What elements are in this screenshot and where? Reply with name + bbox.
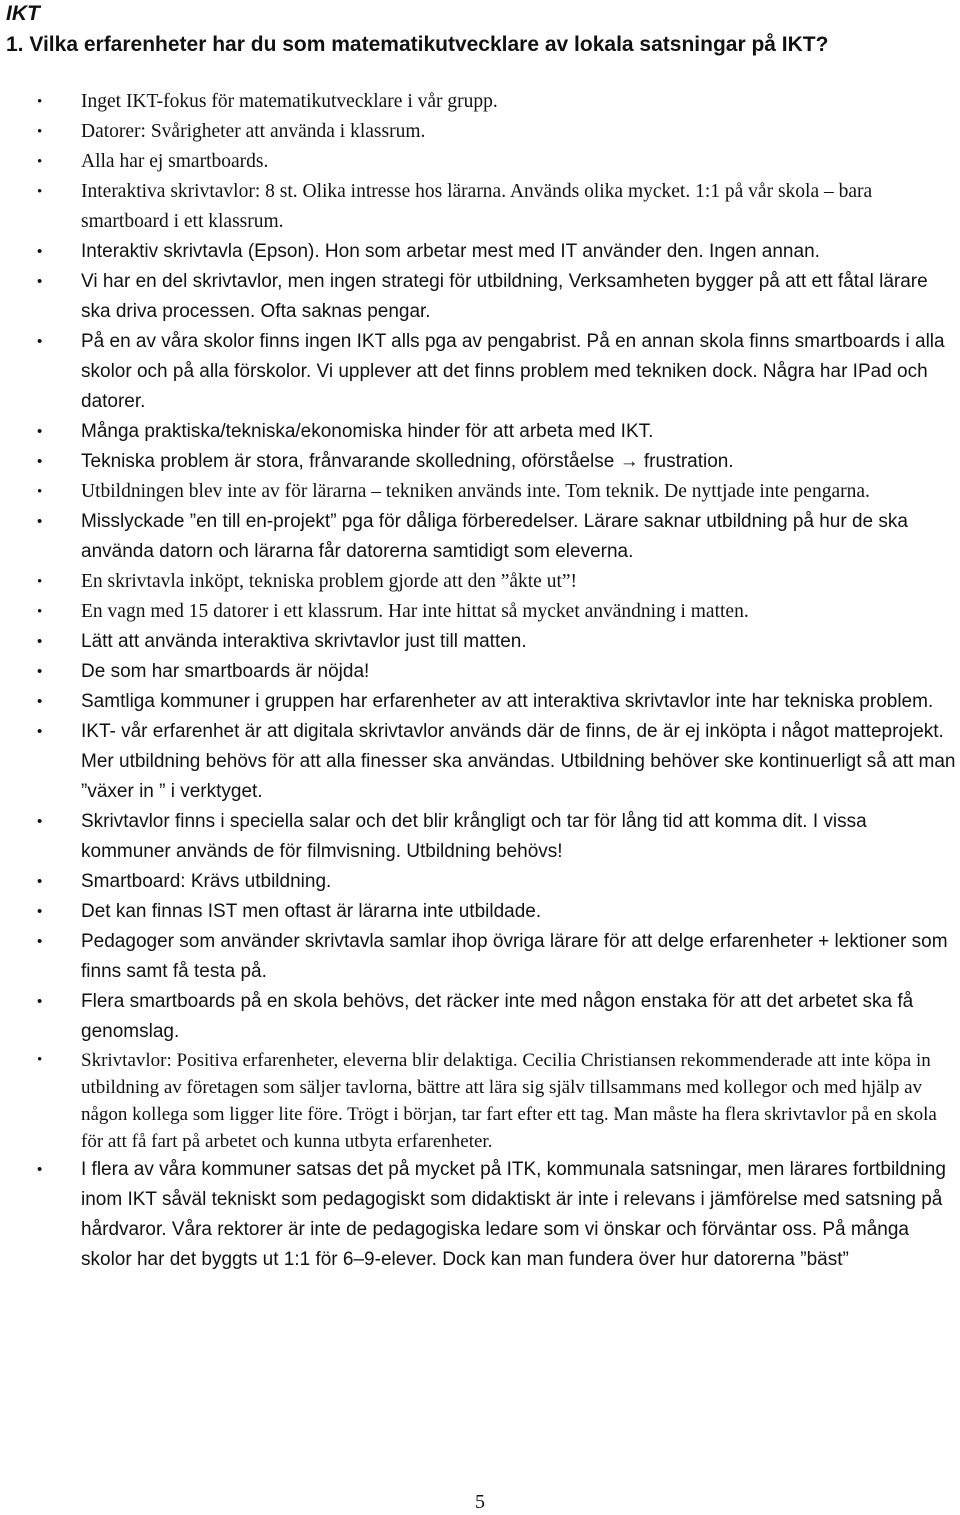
list-item [0, 237, 960, 267]
list-item [0, 177, 960, 237]
list-item-text: Alla har ej smartboards. [81, 151, 269, 172]
list-item [0, 147, 960, 177]
list-item [0, 1047, 960, 1155]
list-item [0, 447, 960, 477]
list-item [0, 267, 960, 327]
list-item [0, 1155, 960, 1275]
answer-list [0, 87, 960, 1275]
list-item-text: Interaktiv skrivtavla (Epson). Hon som arbetar mest med IT använder den. Ingen annan. [81, 241, 820, 262]
list-item-text: Tekniska problem är stora, frånvarande skolledning, oförståelse → frustration. [81, 451, 734, 472]
bullet-icon: • [37, 423, 43, 440]
list-item [0, 807, 960, 867]
bullet-icon: • [37, 663, 43, 680]
list-item-text: Utbildningen blev inte av för lärarna – tekniken används inte. Tom teknik. De nyttjade inte pengarna. [81, 481, 870, 502]
bullet-icon: • [37, 723, 43, 740]
bullet-icon: • [37, 903, 43, 920]
list-item-text: Det kan finnas IST men oftast är lärarna inte utbildade. [81, 901, 542, 922]
question-heading: 1. Vilka erfarenheter har du som matematikutvecklare av lokala satsningar på IKT? [6, 33, 829, 56]
list-item [0, 327, 960, 417]
bullet-icon: • [37, 273, 43, 290]
list-item-text: En skrivtavla inköpt, tekniska problem gjorde att den ”åkte ut”! [81, 571, 578, 592]
bullet-icon: • [37, 873, 43, 890]
list-item-text: Misslyckade ”en till en-projekt” pga för dåliga förberedelser. Lärare saknar utbildning på hur de ska använda datorn och lärarna får datorerna samtidigt som eleverna. [81, 511, 908, 562]
section-title: IKT [6, 2, 40, 25]
list-item [0, 507, 960, 567]
list-item-text: Skrivtavlor: Positiva erfarenheter, eleverna blir delaktiga. Cecilia Christiansen rekommenderade att inte köpa in utbildning av företagen som säljer tavlorna, bättre att lära sig själv tillsammans med kollegor och med hjälp av någon kollega som ligger lite före. Trögt i början, tar fart efter ett tag. Man måste ha flera skrivtavlor på en skola för att få fart på arbetet och kunna utbyta erfarenheter. [81, 1050, 937, 1152]
bullet-icon: • [37, 633, 43, 650]
list-item [0, 417, 960, 447]
bullet-icon: • [37, 993, 43, 1010]
list-item-text: Flera smartboards på en skola behövs, det räcker inte med någon enstaka för att det arbetet ska få genomslag. [81, 991, 914, 1042]
bullet-icon: • [37, 693, 43, 710]
bullet-icon: • [37, 154, 43, 170]
list-item-text: Skrivtavlor finns i speciella salar och det blir krångligt och tar för lång tid att komma dit. I vissa kommuner används de för filmvisning. Utbildning behövs! [81, 811, 867, 862]
list-item-text: Många praktiska/tekniska/ekonomiska hinder för att arbeta med IKT. [81, 421, 654, 442]
list-item [0, 897, 960, 927]
list-item [0, 687, 960, 717]
bullet-icon: • [37, 574, 43, 590]
list-item [0, 597, 960, 627]
list-item [0, 477, 960, 507]
list-item-text: Smartboard: Krävs utbildning. [81, 871, 332, 892]
list-item-text: Datorer: Svårigheter att använda i klassrum. [81, 121, 426, 142]
bullet-icon: • [37, 243, 43, 260]
bullet-icon: • [37, 813, 43, 830]
bullet-icon: • [37, 1161, 43, 1178]
list-item-text: Vi har en del skrivtavlor, men ingen strategi för utbildning, Verksamheten bygger på att ett fåtal lärare ska driva processen. Ofta saknas pengar. [81, 271, 928, 322]
bullet-icon: • [37, 933, 43, 950]
bullet-icon: • [37, 184, 43, 200]
page-number: 5 [475, 1491, 485, 1513]
bullet-icon: • [37, 94, 43, 110]
list-item [0, 927, 960, 987]
bullet-icon: • [37, 453, 43, 470]
list-item-text: Lätt att använda interaktiva skrivtavlor just till matten. [81, 631, 527, 652]
list-item-text: Samtliga kommuner i gruppen har erfarenheter av att interaktiva skrivtavlor inte har tekniska problem. [81, 691, 934, 712]
bullet-icon: • [37, 333, 43, 350]
bullet-icon: • [37, 124, 43, 140]
list-item-text: Pedagoger som använder skrivtavla samlar ihop övriga lärare för att delge erfarenheter + lektioner som finns samt få testa på. [81, 931, 948, 982]
bullet-icon: • [37, 513, 43, 530]
list-item [0, 87, 960, 117]
list-item [0, 657, 960, 687]
bullet-icon: • [37, 1052, 43, 1068]
bullet-icon: • [37, 604, 43, 620]
list-item-text: På en av våra skolor finns ingen IKT alls pga av pengabrist. På en annan skola finns smartboards i alla skolor och på alla förskolor. Vi upplever att det finns problem med tekniken dock. Några har IPad och datorer. [81, 331, 945, 412]
list-item-text: De som har smartboards är nöjda! [81, 661, 370, 682]
list-item [0, 987, 960, 1047]
list-item [0, 117, 960, 147]
list-item [0, 717, 960, 807]
bullet-icon: • [37, 484, 43, 500]
list-item-text: Interaktiva skrivtavlor: 8 st. Olika intresse hos lärarna. Används olika mycket. 1:1 på vår skola – bara smartboard i ett klassrum. [81, 181, 873, 232]
list-item [0, 567, 960, 597]
list-item-text: I flera av våra kommuner satsas det på mycket på ITK, kommunala satsningar, men lärares fortbildning inom IKT såväl tekniskt som pedagogiskt som didaktiskt är inte i relevans i jämförelse med satsning på hårdvaror. Våra rektorer är inte de pedagogiska ledare som vi önskar och förväntar oss. På många skolor har det byggts ut 1:1 för 6–9-elever. Dock kan man fundera över hur datorerna ”bäst” [81, 1159, 946, 1270]
list-item-text: Inget IKT-fokus för matematikutvecklare i vår grupp. [81, 91, 498, 112]
list-item-text: IKT- vår erfarenhet är att digitala skrivtavlor används där de finns, de är ej inköpta i något matteprojekt. Mer utbildning behövs för att alla finesser ska användas. Utbildning behöver ske kontinuerligt så att man ”växer in ” i verktyget. [81, 721, 956, 802]
list-item [0, 867, 960, 897]
list-item-text: En vagn med 15 datorer i ett klassrum. Har inte hittat så mycket användning i matten. [81, 601, 749, 622]
list-item [0, 627, 960, 657]
